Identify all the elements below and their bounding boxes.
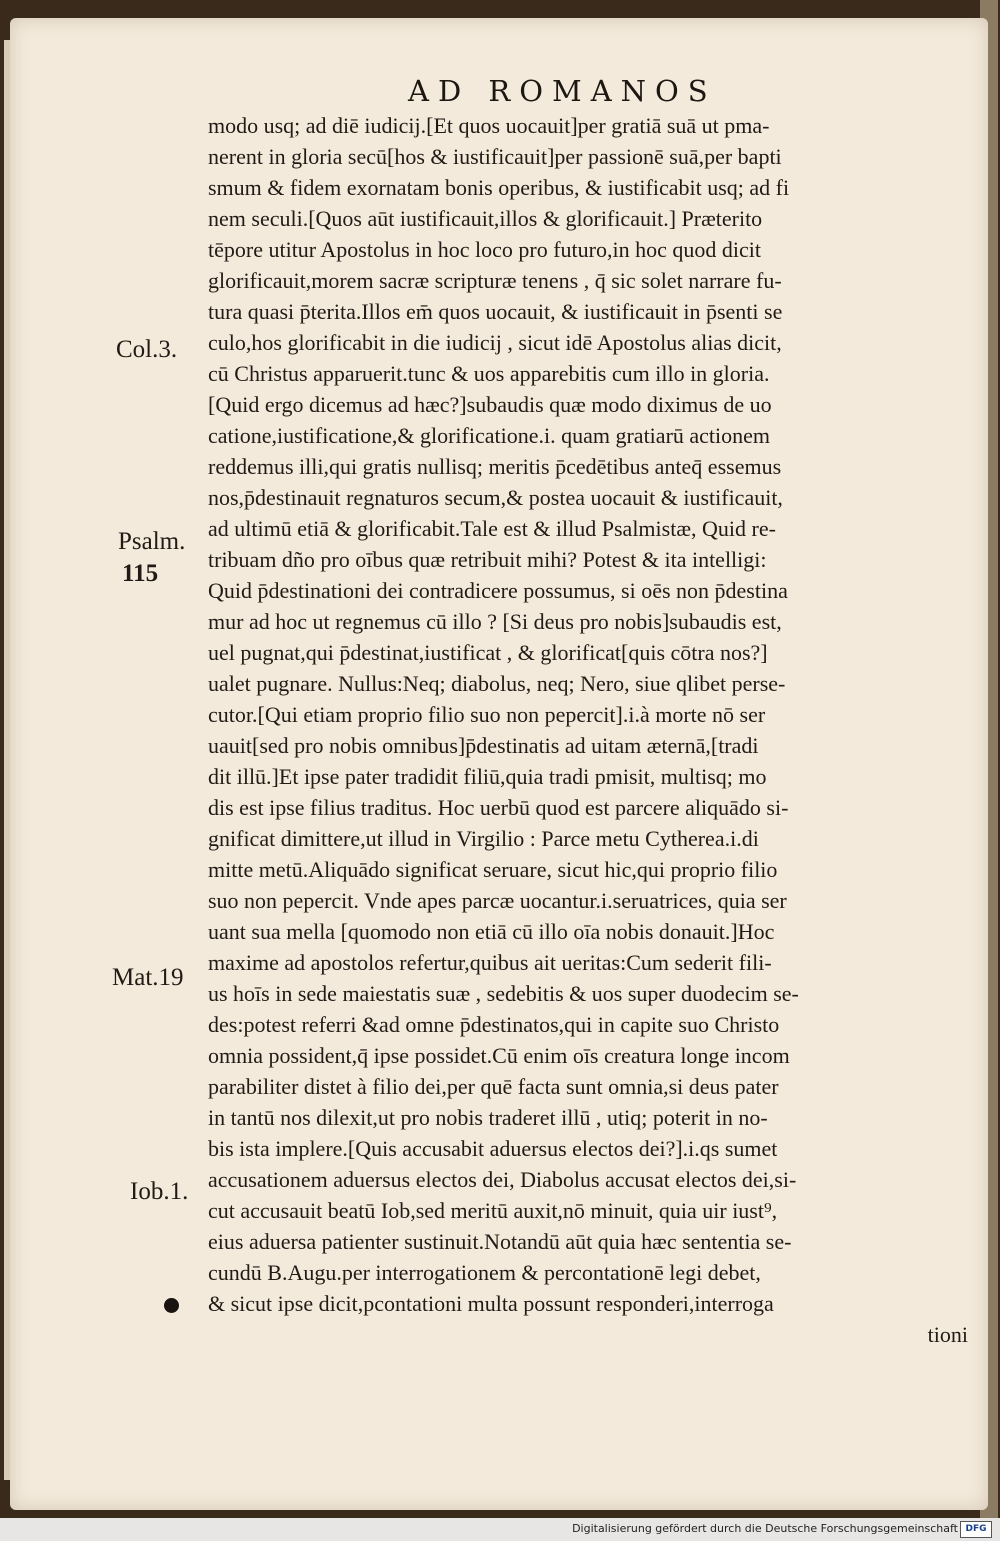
text-line: nos,p̄destinauit regnaturos secum,& postea uocauit & iustificauit, <box>208 485 783 510</box>
text-line: cū Christus apparuerit.tunc & uos apparebitis cum illo in gloria. <box>208 361 770 386</box>
text-line: uant sua mella [quomodo non etiā cū illo oīa nobis donauit.]Hoc <box>208 919 775 944</box>
text-line: suo non pepercit. Vnde apes parcæ uocantur.i.seruatrices, quia ser <box>208 888 787 913</box>
text-line: [Quid ergo dicemus ad hæc?]subaudis quæ modo diximus de uo <box>208 392 772 417</box>
text-line: ualet pugnare. Nullus:Neq; diabolus, neq; Nero, siue qlibet perse- <box>208 671 786 696</box>
text-line: uauit[sed pro nobis omnibus]p̄destinatis ad uitam æternā,[tradi <box>208 733 759 758</box>
text-line: smum & fidem exornatam bonis operibus, & iustificabit usq; ad fi <box>208 175 790 200</box>
text-line: maxime ad apostolos refertur,quibus ait ueritas:Cum sederit fili- <box>208 950 772 975</box>
text-line: nerent in gloria secū[hos & iustificauit]per passionē suā,per bapti <box>208 144 782 169</box>
text-line: gnificat dimittere,ut illud in Virgilio : Parce metu Cytherea.i.di <box>208 826 759 851</box>
margin-note-psalm: Psalm. <box>118 528 186 555</box>
text-line: cut accusauit beatū Iob,sed meritū auxit,nō minuit, quia uir iust⁹, <box>208 1198 778 1223</box>
dfg-logo: DFG <box>960 1521 992 1538</box>
running-head: AD ROMANOS <box>408 74 717 108</box>
margin-note-col: Col.3. <box>116 336 178 363</box>
text-line: nem seculi.[Quos aūt iustificauit,illos & glorificauit.] Præterito <box>208 206 763 231</box>
catchword: tioni <box>927 1322 968 1347</box>
text-line: cutor.[Qui etiam proprio filio suo non pepercit].i.à morte nō ser <box>208 702 766 727</box>
text-line: bis ista implere.[Quis accusabit aduersus electos dei?].i.qs sumet <box>208 1136 778 1161</box>
text-line: tribuam dño pro oībus quæ retribuit mihi? Potest & ita intelligi: <box>208 547 767 572</box>
text-line: eius aduersa patienter sustinuit.Notandū aūt quia hæc sententia se- <box>208 1229 792 1254</box>
text-line: omnia possident,q̄ ipse possidet.Cū enim oīs creatura longe incom <box>208 1043 790 1068</box>
text-line: catione,iustificatione,& glorificatione.i. quam gratiarū actionem <box>208 423 771 448</box>
text-line: dis est ipse filius traditus. Hoc uerbū quod est parcere aliquādo si- <box>208 795 789 820</box>
text-line: dit illū.]Et ipse pater tradidit filiū,quia tradi pmisit, multisq; mo <box>208 764 767 789</box>
margin-bullet <box>164 1298 179 1313</box>
body-text <box>208 110 968 1350</box>
text-line: accusationem aduersus electos dei, Diabolus accusat electos dei,si- <box>208 1167 797 1192</box>
text-line: mitte metū.Aliquādo significat seruare, sicut hic,qui proprio filio <box>208 857 778 882</box>
text-line: cundū B.Augu.per interrogationem & percontationē legi debet, <box>208 1260 761 1285</box>
text-line: mur ad hoc ut regnemus cū illo ? [Si deus pro nobis]subaudis est, <box>208 609 782 634</box>
text-line: & sicut ipse dicit,pcontationi multa possunt responderi,interroga <box>208 1291 774 1316</box>
text-line: in tantū nos dilexit,ut pro nobis traderet illū , utiq; poterit in no- <box>208 1105 768 1130</box>
text-line: parabiliter distet à filio dei,per quē facta sunt omnia,si deus pater <box>208 1074 779 1099</box>
text-line: modo usq; ad diē iudicij.[Et quos uocauit]per gratiā suā ut pma- <box>208 113 770 138</box>
text-line: Quid p̄destinationi dei contradicere possumus, si oēs non p̄destina <box>208 578 788 603</box>
footer-bar <box>0 1518 1000 1541</box>
footer-credit: Digitalisierung gefördert durch die Deutsche Forschungsgemeinschaft <box>572 1522 958 1535</box>
margin-note-psalm-number: 115 <box>122 560 159 587</box>
text-line: tēpore utitur Apostolus in hoc loco pro futuro,in hoc quod dicit <box>208 237 761 262</box>
margin-note-mat: Mat.19 <box>112 964 184 991</box>
text-line: glorificauit,morem sacræ scripturæ tenens , q̄ sic solet narrare fu- <box>208 268 782 293</box>
text-line: culo,hos glorificabit in die iudicij , sicut idē Apostolus alias dicit, <box>208 330 782 355</box>
text-line: reddemus illi,qui gratis nullisq; meritis p̄cedētibus anteq̄ essemus <box>208 454 782 479</box>
margin-note-iob: Iob.1. <box>130 1178 189 1205</box>
text-line: uel pugnat,qui p̄destinat,iustificat , & glorificat[quis cōtra nos?] <box>208 640 768 665</box>
text-line: us hoīs in sede maiestatis suæ , sedebitis & uos super duodecim se- <box>208 981 799 1006</box>
text-line: tura quasi p̄terita.Illos em̄ quos uocauit, & iustificauit in p̄senti se <box>208 299 783 324</box>
text-line: ad ultimū etiā & glorificabit.Tale est & illud Psalmistæ, Quid re- <box>208 516 776 541</box>
text-line: des:potest referri &ad omne p̄destinatos,qui in capite suo Christo <box>208 1012 780 1037</box>
